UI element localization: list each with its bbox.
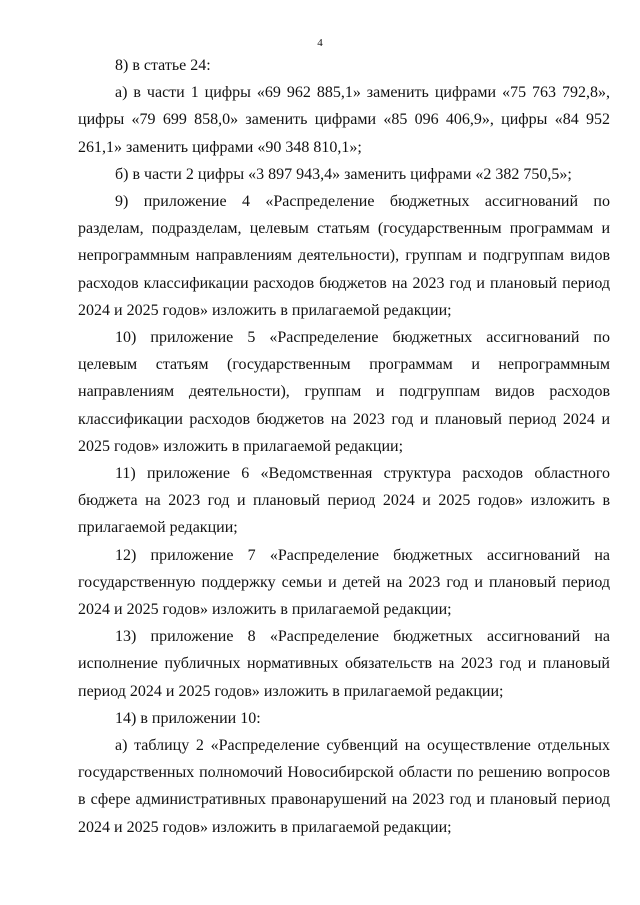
paragraph-item-14a: а) таблицу 2 «Распределение субвенций на осуществление отдельных государственных полномочий Новосибирской области по решению вопросов в сфере административных правонарушений на 2023 год и плановый период 2024 и 2025 годов» изложить в прилагаемой редакции;	[78, 737, 610, 836]
paragraph-item-8b: б) в части 2 цифры «3 897 943,4» заменить цифрами «2 382 750,5»;	[115, 165, 572, 183]
page-number: 4	[317, 37, 323, 49]
paragraph-item-12: 12) приложение 7 «Распределение бюджетных ассигнований на государственную поддержку семьи и детей на 2023 год и плановый период 2024 и 2025 годов» изложить в прилагаемой редакции;	[78, 546, 610, 619]
paragraph-item-9: 9) приложение 4 «Распределение бюджетных ассигнований по разделам, подразделам, целевым статьям (государственным программам и непрограммным направлениям деятельности), группам и подгруппам видов расходов классификации расходов бюджетов на 2023 год и плановый период 2024 и 2025 годов» изложить в прилагаемой редакции;	[78, 193, 610, 319]
document-body	[78, 52, 610, 841]
paragraph-item-13: 13) приложение 8 «Распределение бюджетных ассигнований на исполнение публичных нормативных обязательств на 2023 год и плановый период 2024 и 2025 годов» изложить в прилагаемой редакции;	[78, 628, 610, 700]
paragraph-item-10: 10) приложение 5 «Распределение бюджетных ассигнований по целевым статьям (государственным программам и непрограммным направлениям деятельности), группам и подгруппам видов расходов классификации расходов бюджетов на 2023 год и плановый период 2024 и 2025 годов» изложить в прилагаемой редакции;	[78, 329, 610, 455]
paragraph-item-8: 8) в статье 24:	[115, 57, 211, 74]
paragraph-item-8a: а) в части 1 цифры «69 962 885,1» заменить цифрами «75 763 792,8», цифры «79 699 858,0» заменить цифрами «85 096 406,9», цифры «84 952 261,1» заменить цифрами «90 348 810,1»;	[78, 84, 610, 156]
paragraph-item-14: 14) в приложении 10:	[115, 709, 261, 727]
paragraph-item-11: 11) приложение 6 «Ведомственная структура расходов областного бюджета на 2023 год и плановый период 2024 и 2025 годов» изложить в прилагаемой редакции;	[78, 465, 610, 537]
